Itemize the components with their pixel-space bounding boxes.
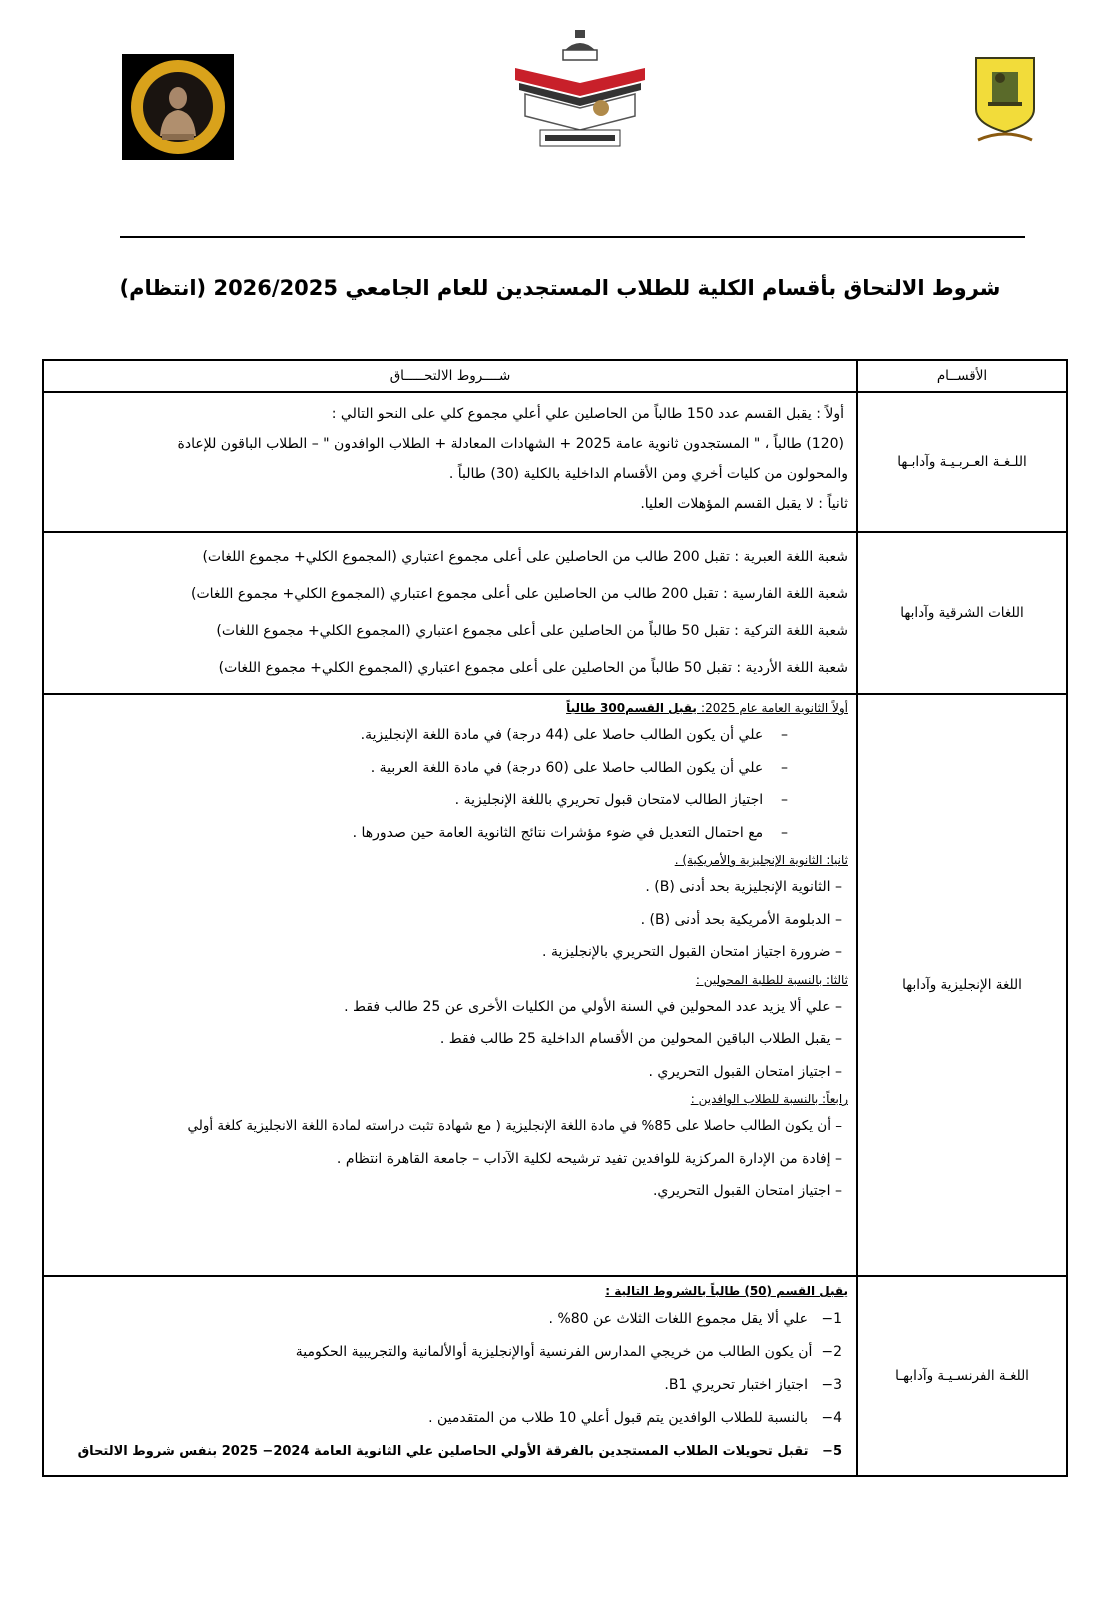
list-item: – علي أن يكون الطالب حاصلا على (44 درجة) في مادة اللغة الإنجليزية. (360, 727, 788, 743)
table-row (43, 1276, 1067, 1476)
list-item: 5− تقبل تحويلات الطلاب المستجدين بالفرقة الأولي الحاصلين علي الثانوية العامة 2024− 2025 بنفس شروط الالتحاق (77, 1444, 842, 1459)
list-item: – علي ألا يزيد عدد المحولين في السنة الأولي من الكليات الأخرى عن 25 طالب فقط . (344, 998, 842, 1015)
admission-table (42, 359, 1068, 1477)
list-item: 2− أن يكون الطالب من خريجي المدارس الفرنسية أوالإنجليزية أوالألمانية والتجريبية الحكومية (295, 1344, 842, 1360)
condition-line: والمحولون من كليات أخري ومن الأقسام الداخلية بالكلية (30) طالباً . (448, 466, 848, 482)
condition-line: شعبة اللغة الأردية : تقبل 50 طالباً من الحاصلين على أعلى مجموع اعتباري (المجموع الكلي+ مجموع اللغات) (218, 660, 848, 676)
list-item: – أن يكون الطالب حاصلا على 85% في مادة اللغة الإنجليزية ( مع شهادة تثبت دراسته لمادة اللغة الانجليزية كلغة أولي (187, 1118, 842, 1134)
condition-line: ثانياً : لا يقبل القسم المؤهلات العليا. (640, 496, 848, 512)
header-divider (120, 236, 1025, 238)
header-conditions: شــــروط الالتحـــــاق (43, 360, 857, 392)
condition-line: شعبة اللغة العبرية : تقبل 200 طالب من الحاصلين على أعلى مجموع اعتباري (المجموع الكلي+ مجموع اللغات) (202, 549, 848, 565)
header-departments: الأقســام (857, 360, 1067, 392)
section-heading: يقبل القسم (50) طالباً بالشروط التالية : (605, 1284, 848, 1298)
dept-french: اللغـة الفرنسـيـة وآدابهـا (857, 1276, 1067, 1476)
condition-line: شعبة اللغة التركية : تقبل 50 طالباً من الحاصلين على أعلى مجموع اعتباري (المجموع الكلي+ مجموع اللغات) (216, 623, 848, 639)
conditions-arabic (43, 392, 857, 532)
list-item: – اجتياز امتحان القبول التحريري. (652, 1183, 842, 1199)
list-item: – إفادة من الإدارة المركزية للوافدين تفيد ترشيحه لكلية الآداب – جامعة القاهرة انتظام . (336, 1150, 842, 1167)
table-row (43, 392, 1067, 532)
list-item: – اجتياز الطالب لامتحان قبول تحريري باللغة الإنجليزية . (454, 792, 788, 808)
list-item: – علي أن يكون الطالب حاصلا على (60 درجة) في مادة اللغة العربية . (370, 759, 788, 776)
list-item: 3− اجتياز اختبار تحريري B1. (664, 1377, 842, 1393)
centennial-logo (505, 28, 655, 150)
section-heading: ثالثا: بالنسبة للطلبة المحولين : (695, 972, 848, 987)
list-item: – الثانوية الإنجليزية بحد أدنى (B) . (645, 879, 842, 895)
list-item: 1− علي ألا يقل مجموع اللغات الثلاث عن 80% . (548, 1311, 842, 1327)
section-heading-text: أولاً الثانوية العامة عام 2025: (701, 701, 848, 715)
faculty-seal-logo (122, 54, 234, 160)
section-heading (54, 697, 848, 719)
condition-line: (120) طالباً ، " المستجدون ثانوية عامة 2025 + الشهادات المعادلة + الطلاب الوافدون " – الطلاب الباقون للإعادة (177, 436, 844, 452)
dept-arabic: اللـغـة العـربـيـة وآدابـها (857, 392, 1067, 532)
table-header-row (43, 360, 1067, 392)
dept-english: اللغة الإنجليزية وآدابها (857, 694, 1067, 1276)
section-heading-bold: يقبل القسم300 طالباً (566, 701, 702, 715)
section-heading: رابعاً: بالنسبة للطلاب الوافدين : (690, 1092, 848, 1106)
list-item: – يقبل الطلاب الباقين المحولين من الأقسام الداخلية 25 طالب فقط . (439, 1031, 842, 1047)
cairo-university-logo (970, 54, 1040, 144)
list-item: – اجتياز امتحان القبول التحريري . (648, 1063, 842, 1080)
list-item: – مع احتمال التعديل في ضوء مؤشرات نتائج الثانوية العامة حين صدورها . (352, 824, 788, 841)
condition-line: شعبة اللغة الفارسية : تقبل 200 طالب من الحاصلين على أعلى مجموع اعتباري (المجموع الكلي+ مجموع اللغات) (190, 586, 848, 602)
table-row (43, 694, 1067, 1276)
table-row (43, 532, 1067, 694)
list-item: – ضرورة اجتياز امتحان القبول التحريري بالإنجليزية . (542, 944, 842, 960)
conditions-french (43, 1276, 857, 1476)
conditions-english (43, 694, 857, 1276)
condition-line: أولاً : يقبل القسم عدد 150 طالباً من الحاصلين علي أعلي مجموع كلي على النحو التالي : (331, 406, 844, 422)
page-title: شروط الالتحاق بأقسام الكلية للطلاب المستجدين للعام الجامعي 2026/2025 (انتظام) (119, 276, 1001, 300)
section-heading: ثانيا: الثانوية الإنجليزية والأمريكية) . (674, 853, 848, 867)
list-item: – الدبلومة الأمريكية بحد أدنى (B) . (640, 911, 842, 928)
list-item: 4− بالنسبة للطلاب الوافدين يتم قبول أعلي 10 طلاب من المتقدمين . (428, 1410, 842, 1426)
dept-oriental: اللغات الشرقية وآدابها (857, 532, 1067, 694)
conditions-oriental (43, 532, 857, 694)
